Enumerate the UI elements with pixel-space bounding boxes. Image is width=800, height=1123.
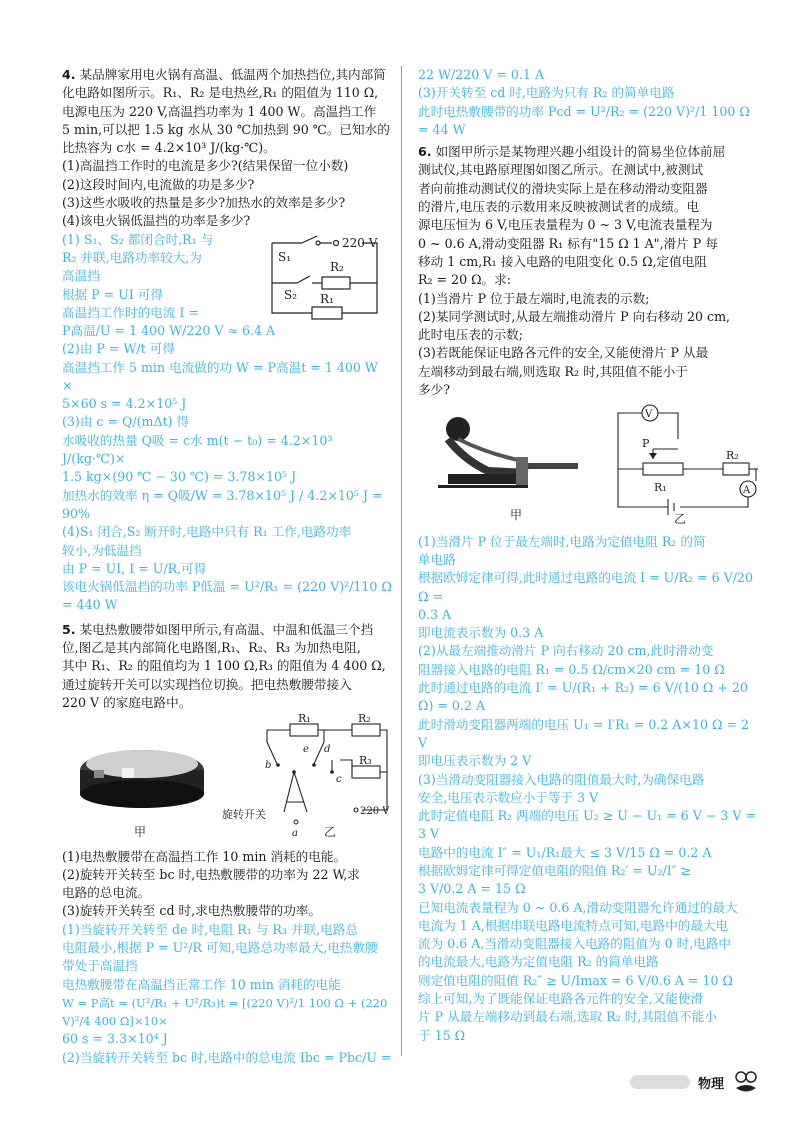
answer-line: 即电流表示数为 0.3 A <box>418 625 544 641</box>
r2-label: R₂ <box>726 449 739 463</box>
node-c-label: c <box>336 774 342 786</box>
belt-image <box>80 750 204 808</box>
sub-question: (1)当滑片 P 位于最左端时,电流表的示数; <box>418 290 650 306</box>
r1-label: R₁ <box>298 712 311 726</box>
s2-label: S₂ <box>284 287 298 302</box>
answer-line: 综上可知,为了既能保证电路各元件的安全,又能使滑 <box>418 991 704 1007</box>
answer-line: 的电流最大,电路为定值电阻 R₂ 的简单电路 <box>418 954 659 970</box>
figure-jia-label: 甲 <box>134 825 147 840</box>
answer-line: 带处于高温挡 <box>62 958 138 974</box>
answer-line: (3)当滑动变阻器接入电路的阻值最大时,为确保电路 <box>418 771 705 787</box>
stem-line: 比热容为 c水 = 4.2×10³ J/(kg·℃)。 <box>62 140 276 156</box>
answer-line: (3)开关转至 cd 时,电路为只有 R₂ 的简单电路 <box>418 85 675 101</box>
sub-question: (3)旋转开关转至 cd 时,求电热敷腰带的功率。 <box>62 903 322 919</box>
figure-yi-label: 乙 <box>674 512 687 527</box>
stem-line: 其中 R₁、R₂ 的阻值均为 1 100 Ω,R₃ 的阻值为 4 400 Ω, <box>62 658 386 674</box>
answer-line: 高温挡 <box>62 268 100 284</box>
answer-line: 根据欧姆定律可得定值电阻的阻值 R₂′ = U₂/I″ ≥ <box>418 862 691 878</box>
slider-p-label: P <box>642 437 650 451</box>
r2-label: R₂ <box>330 259 344 274</box>
answer-line: 加热水的效率 η = Q吸/W = 3.78×10⁵ J / 4.2×10⁵ J = 90% <box>62 487 383 521</box>
right-column <box>418 66 758 1045</box>
answer-line: 3 V/0.2 A = 15 Ω <box>418 881 526 897</box>
answer-line: R₂ 并联,电路功率较大,为 <box>62 249 202 265</box>
answer-line: (1) S₁、S₂ 都闭合时,R₁ 与 <box>62 231 214 247</box>
r1-label: R₁ <box>320 291 334 306</box>
answer-line: 0.3 A <box>418 606 452 622</box>
stem-line: 通过旋转开关可以实现挡位切换。把电热敷腰带接入 <box>62 676 352 692</box>
r2-label: R₂ <box>358 712 371 726</box>
r1-label: R₁ <box>654 481 667 495</box>
stem-line: 0 ~ 0.6 A,滑动变阻器 R₁ 标有"15 Ω 1 A",滑片 P 每 <box>418 235 718 251</box>
stem-line: 220 V 的家庭电路中。 <box>62 694 192 710</box>
stem-line: 测试仪,其电路原理图如图乙所示。在测试中,被测试 <box>418 162 704 178</box>
stem-line: 5 min,可以把 1.5 kg 水从 30 ℃加热到 90 ℃。已知水的 <box>62 121 390 137</box>
answer-line: (1)当滑片 P 位于最左端时,电路为定值电阻 R₂ 的简 <box>418 533 706 549</box>
sub-question: (2)这段时间内,电流做的功是多少? <box>62 176 255 192</box>
answer-line: 根据欧姆定律可得,此时通过电路的电流 I = U/R₂ = 6 V/20 Ω = <box>418 570 753 604</box>
s1-label: S₁ <box>278 249 292 264</box>
question-6 <box>418 143 758 1045</box>
answer-line: 即电压表示数为 2 V <box>418 753 532 769</box>
publisher-logo-icon <box>732 1068 760 1096</box>
stem-line: 移动 1 cm,R₁ 接入电路的电阻变化 0.5 Ω,定值电阻 <box>418 253 707 269</box>
voltmeter-label: V <box>645 409 653 421</box>
question-5 <box>62 621 392 1067</box>
stem-line: 化电路如图所示。R₁、R₂ 是电热丝,R₁ 的阻值为 110 Ω, <box>62 85 379 101</box>
node-e-label: e <box>303 744 309 756</box>
ammeter-label: A <box>743 485 751 497</box>
answer-line: 此时滑动变阻器两端的电压 U₁ = I′R₁ = 0.2 A×10 Ω = 2 V <box>418 716 749 750</box>
answer-line: (4)S₁ 闭合,S₂ 断开时,电路中只有 R₁ 工作,电路功率 <box>62 524 352 540</box>
answer-line: 该电火锅低温挡的功率 P低温 = U²/R₁ = (220 V)²/110 Ω = 440 W <box>62 579 392 613</box>
stem-line: 的滑片,电压表的示数用来反映被测试者的成绩。电 <box>418 199 700 215</box>
sub-question: (1)高温挡工作时的电流是多少?(结果保留一位小数) <box>62 158 349 174</box>
answer-line: 1.5 kg×(90 ℃ − 30 ℃) = 3.78×10⁵ J <box>62 469 297 485</box>
sub-question: (2)旋转开关转至 bc 时,电热敷腰带的功率为 22 W,求 <box>62 866 360 882</box>
answer-line: 此时定值电阻 R₂ 两端的电压 U₂ ≥ U − U₁ = 6 V − 3 V = 3 V <box>418 808 757 842</box>
stem-line: 者向前推动测试仪的滑块实际上是在移动滑动变阻器 <box>418 180 708 196</box>
sub-question: (4)该电火锅低温挡的功率是多少? <box>62 213 251 229</box>
answer-line: 根据 P = UI 可得 <box>62 286 164 302</box>
heating-belt-figure <box>62 712 392 842</box>
node-a-label: a <box>292 828 298 840</box>
tester-image <box>438 417 578 488</box>
node-d-label: d <box>324 744 331 756</box>
answer-line: W = P高t = (U²/R₁ + U²/R₃)t = [(220 V)²/1 100 Ω + (220 V)²/4 400 Ω]×10× <box>62 995 388 1029</box>
voltage-label: 220 V <box>360 806 390 818</box>
stem-line: 源电压恒为 6 V,电压表量程为 0 ~ 3 V,电流表量程为 <box>418 217 713 233</box>
answer-line: 此时通过电路的电流 I′ = U/(R₁ + R₂) = 6 V/(10 Ω + 20 Ω) = 0.2 A <box>418 680 748 714</box>
answer-line: 已知电流表量程为 0 ~ 0.6 A,滑动变阻器允许通过的最大 <box>418 899 738 915</box>
answer-line: 阻器接入电路的电阻 R₁ = 0.5 Ω/cm×20 cm = 10 Ω <box>418 661 725 677</box>
stem-line: 如图甲所示是某物理兴趣小组设计的简易坐位体前屈 <box>435 144 726 160</box>
sub-question: (1)电热敷腰带在高温挡工作 10 min 消耗的电能。 <box>62 848 347 864</box>
rotary-switch-label: 旋转开关 <box>222 808 266 822</box>
answer-line: 片 P 从最左端移动到最右端,选取 R₂ 时,其阻值不能小 <box>418 1009 717 1025</box>
stem-line: 位,图乙是其内部简化电路图,R₁、R₂、R₃ 为加热电阻, <box>62 640 361 656</box>
figure-yi-label: 乙 <box>324 825 337 840</box>
answer-line: 电路中的电流 I″ = U₁/R₁最大 ≤ 3 V/15 Ω = 0.2 A <box>418 844 712 860</box>
sub-question: 电路的总电流。 <box>62 885 151 901</box>
answer-line: 则定值电阻的阻值 R₂″ ≥ U/Imax = 6 V/0.6 A = 10 Ω <box>418 972 733 988</box>
answer-line: 电流为 1 A,根据串联电路电流特点可知,电路中的最大电 <box>418 917 729 933</box>
figure-jia-label: 甲 <box>510 508 523 523</box>
answer-line: 流为 0.6 A,当滑动变阻器接入电路的阻值为 0 时,电路中 <box>418 936 732 952</box>
footer-tab-shape <box>630 1075 690 1089</box>
hotpot-circuit-diagram <box>252 223 392 333</box>
question-number: 5. <box>62 621 76 637</box>
answer-line: 22 W/220 V = 0.1 A <box>418 67 545 82</box>
answer-line: 高温挡工作时的电流 I = <box>62 304 199 320</box>
sub-question: (3)这些水吸收的热量是多少?加热水的效率是多少? <box>62 195 346 211</box>
question-number: 6. <box>418 144 432 160</box>
node-b-label: b <box>265 760 272 772</box>
sub-question: (2)某同学测试时,从最左端推动滑片 P 向右移动 20 cm, <box>418 308 731 324</box>
answer-line: 此时电热敷腰带的功率 Pcd = U²/R₂ = (220 V)²/1 100 Ω = 44 W <box>418 103 750 137</box>
sub-question: 左端移动到最右端,则选取 R₂ 时,其阻值不能小于 <box>418 363 688 379</box>
stem-line: R₂ = 20 Ω。求: <box>418 272 511 288</box>
sub-question: 多少? <box>418 382 450 398</box>
stem-line: 某品牌家用电火锅有高温、低温两个加热挡位,其内部简 <box>79 67 386 82</box>
answer-line: 电阻最小,根据 P = U²/R 可知,电路总功率最大,电热敷腰 <box>62 939 378 955</box>
question-number: 4. <box>62 67 76 82</box>
answer-line: 由 P = UI, I = U/R,可得 <box>62 560 207 576</box>
subject-label: 物理 <box>697 1076 724 1092</box>
answer-line: 水吸收的热量 Q吸 = c水 m(t − t₀) = 4.2×10³ J/(kg·℃)× <box>62 432 333 467</box>
answer-line: 高温挡工作 5 min 电流做的功 W = P高温t = 1 400 W × <box>62 359 378 393</box>
answer-line: P高温/U = 1 400 W/220 V ≈ 6.4 A <box>62 322 276 338</box>
stem-line: 电源电压为 220 V,高温挡功率为 1 400 W。高温挡工作 <box>62 103 377 119</box>
answer-line: (3)由 c = Q/(mΔt) 得 <box>62 414 190 430</box>
left-column <box>62 66 392 1067</box>
sub-question: (3)若既能保证电路各元件的安全,又能使滑片 P 从最 <box>418 345 709 361</box>
r3-label: R₃ <box>359 754 372 768</box>
answer-line: 安全,电压表示数应小于等于 3 V <box>418 789 599 805</box>
sub-question: 此时电压表的示数; <box>418 327 523 343</box>
voltage-label: 220 V <box>342 235 378 250</box>
stem-line: 某电热敷腰带如图甲所示,有高温、中温和低温三个挡 <box>79 621 374 637</box>
answer-line: 5×60 s = 4.2×10⁵ J <box>62 396 187 412</box>
page-footer <box>630 1068 760 1096</box>
answer-line: (2)当旋转开关转至 bc 时,电路中的总电流 Ibc = Pbc/U = <box>62 1049 392 1065</box>
answer-line: (1)当旋转开关转至 de 时,电阻 R₁ 与 R₃ 并联,电路总 <box>62 921 358 937</box>
answer-line: 电热敷腰带在高温挡正常工作 10 min 消耗的电能 <box>62 976 341 992</box>
answer-line: (2)由 P = W/t 可得 <box>62 341 175 357</box>
sit-and-reach-figure <box>418 399 758 527</box>
answer-line: 单电路 <box>418 551 456 567</box>
answer-line: (2)从最左端推动滑片 P 向右移动 20 cm,此时滑动变 <box>418 643 714 659</box>
answer-with-circuit <box>62 231 392 304</box>
answer-line: 60 s = 3.3×10⁴ J <box>62 1031 168 1047</box>
column-divider <box>401 66 402 1056</box>
question-4 <box>62 66 392 615</box>
answer-line: 较小,为低温挡 <box>62 542 142 558</box>
answer-line: 于 15 Ω <box>418 1027 466 1043</box>
